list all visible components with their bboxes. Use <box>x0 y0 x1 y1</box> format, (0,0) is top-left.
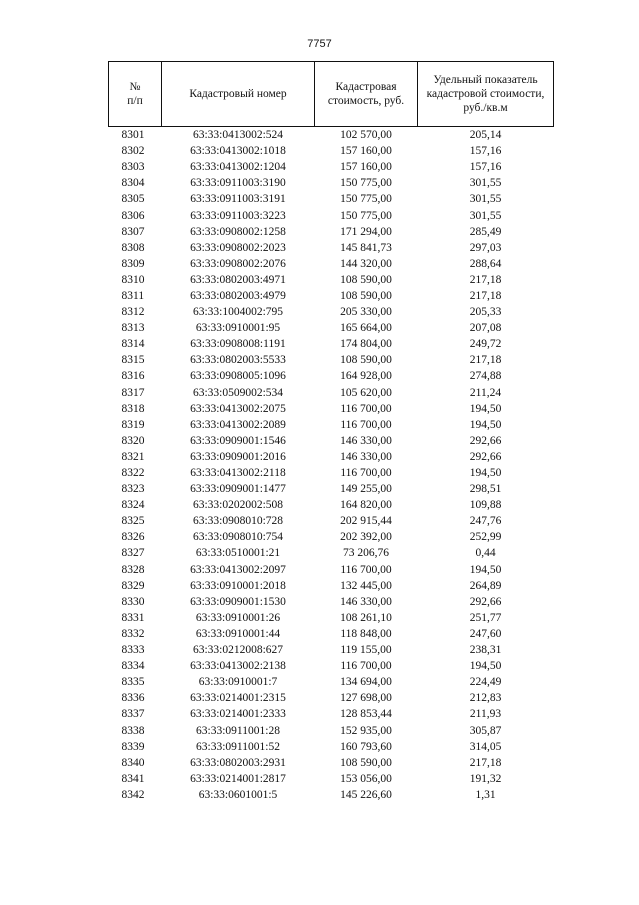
specific-indicator: 305,87 <box>469 724 502 737</box>
header-cadastral-number: Кадастровый номер <box>162 62 315 127</box>
table-row <box>109 481 554 497</box>
cadastral-value: 102 570,00 <box>340 129 392 142</box>
table-row <box>109 739 554 755</box>
specific-indicator: 205,33 <box>469 306 502 319</box>
table-row <box>109 658 554 674</box>
cadastral-value: 116 700,00 <box>340 660 392 673</box>
cadastral-number: 63:33:0413002:1204 <box>190 161 286 174</box>
cadastral-number: 63:33:0910001:2018 <box>190 579 286 592</box>
table-row <box>109 642 554 658</box>
specific-indicator: 247,76 <box>469 515 502 528</box>
specific-indicator: 274,88 <box>469 370 502 383</box>
table-row <box>109 224 554 240</box>
specific-indicator: 194,50 <box>469 467 502 480</box>
specific-indicator: 217,18 <box>469 756 502 769</box>
cadastral-value: 145 841,73 <box>340 241 392 254</box>
row-number: 8324 <box>121 499 145 512</box>
cadastral-value: 157 160,00 <box>340 145 392 158</box>
table-row <box>109 385 554 401</box>
cadastral-value: 127 698,00 <box>340 692 392 705</box>
table-row <box>109 626 554 642</box>
table-row <box>109 594 554 610</box>
cadastral-value: 165 664,00 <box>340 322 392 335</box>
cadastral-number: 63:33:0911001:52 <box>196 740 280 753</box>
row-number: 8304 <box>121 177 145 190</box>
specific-indicator: 292,66 <box>469 450 502 463</box>
cadastral-value: 153 056,00 <box>340 772 392 785</box>
row-number: 8319 <box>121 418 145 431</box>
specific-indicator: 288,64 <box>469 257 502 270</box>
cadastral-number: 63:33:0911003:3191 <box>190 193 286 206</box>
table-row <box>109 288 554 304</box>
specific-indicator: 157,16 <box>469 161 502 174</box>
cadastral-value: 174 804,00 <box>340 338 392 351</box>
cadastral-value: 160 793,60 <box>340 740 392 753</box>
cadastral-value: 146 330,00 <box>340 595 392 608</box>
cadastral-number: 63:33:0908002:1258 <box>190 225 286 238</box>
specific-indicator: 301,55 <box>469 209 502 222</box>
table-row <box>109 336 554 352</box>
page-number: 7757 <box>307 38 332 50</box>
cadastral-number: 63:33:0911001:28 <box>196 724 280 737</box>
cadastral-number: 63:33:0908005:1096 <box>190 370 286 383</box>
cadastral-number: 63:33:0509002:534 <box>192 386 284 399</box>
table-row <box>109 529 554 545</box>
row-number: 8331 <box>121 611 145 624</box>
specific-indicator: 207,08 <box>469 322 502 335</box>
cadastral-number: 63:33:0214001:2333 <box>190 708 286 721</box>
cadastral-value: 108 590,00 <box>340 273 392 286</box>
table-row <box>109 127 554 144</box>
cadastral-number: 63:33:0510001:21 <box>195 547 281 560</box>
table-header <box>109 62 554 127</box>
cadastral-value: 164 820,00 <box>340 499 392 512</box>
cadastral-value: 164 928,00 <box>340 370 392 383</box>
row-number: 8315 <box>121 354 145 367</box>
cadastral-number: 63:33:0908008:1191 <box>190 338 286 351</box>
specific-indicator: 301,55 <box>469 193 502 206</box>
row-number: 8311 <box>121 289 145 302</box>
row-number: 8314 <box>121 338 145 351</box>
table-row <box>109 304 554 320</box>
cadastral-number: 63:33:0212008:627 <box>192 644 284 657</box>
table-row <box>109 207 554 223</box>
row-number: 8339 <box>121 740 145 753</box>
specific-indicator: 194,50 <box>469 402 502 415</box>
cadastral-number: 63:33:0214001:2817 <box>190 772 286 785</box>
row-number: 8313 <box>121 322 145 335</box>
cadastral-value: 202 915,44 <box>340 515 392 528</box>
cadastral-number: 63:33:0910001:26 <box>195 611 281 624</box>
row-number: 8316 <box>121 370 145 383</box>
specific-indicator: 292,66 <box>469 595 502 608</box>
table-row <box>109 755 554 771</box>
specific-indicator: 251,77 <box>469 611 502 624</box>
row-number: 8302 <box>121 145 145 158</box>
specific-indicator: 191,32 <box>469 772 502 785</box>
table-row <box>109 191 554 207</box>
cadastral-number: 63:33:0911003:3190 <box>190 177 286 190</box>
table-row <box>109 417 554 433</box>
cadastral-number: 63:33:0202002:508 <box>192 499 284 512</box>
cadastral-value: 105 620,00 <box>340 386 392 399</box>
cadastral-number: 63:33:0908010:728 <box>192 515 284 528</box>
row-number: 8318 <box>121 402 145 415</box>
specific-indicator: 264,89 <box>469 579 502 592</box>
cadastral-value: 116 700,00 <box>340 402 392 415</box>
cadastral-value: 150 775,00 <box>340 209 392 222</box>
cadastral-number: 63:33:0413002:2138 <box>190 660 286 673</box>
cadastral-number: 63:33:0413002:524 <box>192 129 284 142</box>
table-row <box>109 787 554 803</box>
cadastral-value: 108 590,00 <box>340 756 392 769</box>
table-body <box>109 127 554 803</box>
row-number: 8328 <box>121 563 145 576</box>
specific-indicator: 285,49 <box>469 225 502 238</box>
row-number: 8325 <box>121 515 145 528</box>
specific-indicator: 205,14 <box>469 129 502 142</box>
row-number: 8309 <box>121 257 145 270</box>
table-row <box>109 159 554 175</box>
table-row <box>109 771 554 787</box>
header-specific-indicator: Удельный показатель кадастровой стоимости, руб./кв.м <box>418 62 554 127</box>
specific-indicator: 298,51 <box>469 483 502 496</box>
row-number: 8338 <box>121 724 145 737</box>
header-cadastral-value: Кадастровая стоимость, руб. <box>315 62 418 127</box>
cadastral-number: 63:33:0413002:2089 <box>190 418 286 431</box>
cadastral-number: 63:33:0413002:2097 <box>190 563 286 576</box>
table-row <box>109 240 554 256</box>
cadastral-value: 116 700,00 <box>340 467 392 480</box>
header-num: № п/п <box>109 62 162 127</box>
cadastral-value: 73 206,76 <box>343 547 389 560</box>
table-row <box>109 610 554 626</box>
cadastral-value: 134 694,00 <box>340 676 392 689</box>
table-row <box>109 562 554 578</box>
cadastral-number: 63:33:0214001:2315 <box>190 692 286 705</box>
cadastral-number: 63:33:0601001:5 <box>198 788 278 801</box>
row-number: 8320 <box>121 434 145 447</box>
specific-indicator: 297,03 <box>469 241 502 254</box>
cadastral-value: 150 775,00 <box>340 193 392 206</box>
cadastral-number: 63:33:0908002:2023 <box>190 241 286 254</box>
specific-indicator: 217,18 <box>469 354 502 367</box>
cadastral-value: 116 700,00 <box>340 563 392 576</box>
table-row <box>109 449 554 465</box>
table-row <box>109 143 554 159</box>
cadastral-value: 149 255,00 <box>340 483 392 496</box>
row-number: 8329 <box>121 579 145 592</box>
row-number: 8307 <box>121 225 145 238</box>
specific-indicator: 212,83 <box>469 692 502 705</box>
table-row <box>109 352 554 368</box>
specific-indicator: 194,50 <box>469 660 502 673</box>
cadastral-number: 63:33:0802003:4979 <box>190 289 286 302</box>
specific-indicator: 0,44 <box>475 547 496 560</box>
table-row <box>109 256 554 272</box>
cadastral-number: 63:33:0910001:95 <box>195 322 281 335</box>
cadastral-number: 63:33:0908002:2076 <box>190 257 286 270</box>
specific-indicator: 249,72 <box>469 338 502 351</box>
cadastral-value: 146 330,00 <box>340 450 392 463</box>
table-row <box>109 272 554 288</box>
cadastral-value: 205 330,00 <box>340 306 392 319</box>
table-row <box>109 497 554 513</box>
row-number: 8322 <box>121 467 145 480</box>
table-row <box>109 545 554 561</box>
specific-indicator: 217,18 <box>469 273 502 286</box>
table-row <box>109 578 554 594</box>
row-number: 8333 <box>121 644 145 657</box>
cadastral-number: 63:33:0802003:5533 <box>190 354 286 367</box>
specific-indicator: 194,50 <box>469 563 502 576</box>
cadastral-value: 146 330,00 <box>340 434 392 447</box>
cadastral-number: 63:33:0413002:2118 <box>190 467 286 480</box>
cadastral-value: 171 294,00 <box>340 225 392 238</box>
cadastral-value: 116 700,00 <box>340 418 392 431</box>
cadastral-value: 144 320,00 <box>340 257 392 270</box>
table-row <box>109 690 554 706</box>
table-row <box>109 320 554 336</box>
cadastral-number: 63:33:0802003:2931 <box>190 756 286 769</box>
specific-indicator: 211,24 <box>469 386 502 399</box>
cadastral-number: 63:33:0909001:2016 <box>190 450 286 463</box>
cadastral-value: 152 935,00 <box>340 724 392 737</box>
cadastral-value: 157 160,00 <box>340 161 392 174</box>
specific-indicator: 292,66 <box>469 434 502 447</box>
table-row <box>109 465 554 481</box>
cadastral-value: 119 155,00 <box>340 644 392 657</box>
cadastral-number: 63:33:0909001:1477 <box>190 483 286 496</box>
row-number: 8330 <box>121 595 145 608</box>
table-row <box>109 433 554 449</box>
table-row <box>109 368 554 384</box>
row-number: 8310 <box>121 273 145 286</box>
table-row <box>109 401 554 417</box>
table-row <box>109 175 554 191</box>
row-number: 8301 <box>121 129 145 142</box>
row-number: 8312 <box>121 306 145 319</box>
cadastral-number: 63:33:0910001:44 <box>195 627 281 640</box>
row-number: 8308 <box>121 241 145 254</box>
row-number: 8326 <box>121 531 145 544</box>
table-row <box>109 706 554 722</box>
row-number: 8327 <box>121 547 145 560</box>
specific-indicator: 217,18 <box>469 289 502 302</box>
row-number: 8336 <box>121 692 145 705</box>
cadastral-value: 108 261,10 <box>340 611 392 624</box>
specific-indicator: 211,93 <box>469 708 502 721</box>
row-number: 8340 <box>121 756 145 769</box>
cadastral-value: 108 590,00 <box>340 289 392 302</box>
cadastral-value: 145 226,60 <box>340 788 392 801</box>
cadastral-number: 63:33:0911003:3223 <box>190 209 286 222</box>
cadastral-table <box>108 61 554 803</box>
row-number: 8341 <box>121 772 145 785</box>
specific-indicator: 238,31 <box>469 644 502 657</box>
row-number: 8334 <box>121 660 145 673</box>
specific-indicator: 109,88 <box>469 499 502 512</box>
row-number: 8337 <box>121 708 145 721</box>
row-number: 8321 <box>121 450 145 463</box>
row-number: 8342 <box>121 788 145 801</box>
row-number: 8303 <box>121 161 145 174</box>
specific-indicator: 314,05 <box>469 740 502 753</box>
specific-indicator: 1,31 <box>475 788 496 801</box>
specific-indicator: 224,49 <box>469 676 502 689</box>
specific-indicator: 252,99 <box>469 531 502 544</box>
cadastral-value: 150 775,00 <box>340 177 392 190</box>
row-number: 8306 <box>121 209 145 222</box>
cadastral-value: 202 392,00 <box>340 531 392 544</box>
row-number: 8317 <box>121 386 145 399</box>
cadastral-number: 63:33:0909001:1530 <box>190 595 286 608</box>
row-number: 8323 <box>121 483 145 496</box>
cadastral-number: 63:33:0413002:1018 <box>190 145 286 158</box>
cadastral-number: 63:33:1004002:795 <box>192 306 284 319</box>
specific-indicator: 194,50 <box>469 418 502 431</box>
row-number: 8335 <box>121 676 145 689</box>
table-row <box>109 722 554 738</box>
cadastral-value: 118 848,00 <box>340 627 392 640</box>
cadastral-number: 63:33:0908010:754 <box>192 531 284 544</box>
cadastral-value: 128 853,44 <box>340 708 392 721</box>
cadastral-number: 63:33:0910001:7 <box>198 676 278 689</box>
cadastral-number: 63:33:0413002:2075 <box>190 402 286 415</box>
cadastral-value: 108 590,00 <box>340 354 392 367</box>
table-row <box>109 513 554 529</box>
table-row <box>109 674 554 690</box>
row-number: 8332 <box>121 627 145 640</box>
specific-indicator: 247,60 <box>469 627 502 640</box>
cadastral-number: 63:33:0802003:4971 <box>190 273 286 286</box>
cadastral-number: 63:33:0909001:1546 <box>190 434 286 447</box>
cadastral-value: 132 445,00 <box>340 579 392 592</box>
row-number: 8305 <box>121 193 145 206</box>
specific-indicator: 157,16 <box>469 145 502 158</box>
specific-indicator: 301,55 <box>469 177 502 190</box>
